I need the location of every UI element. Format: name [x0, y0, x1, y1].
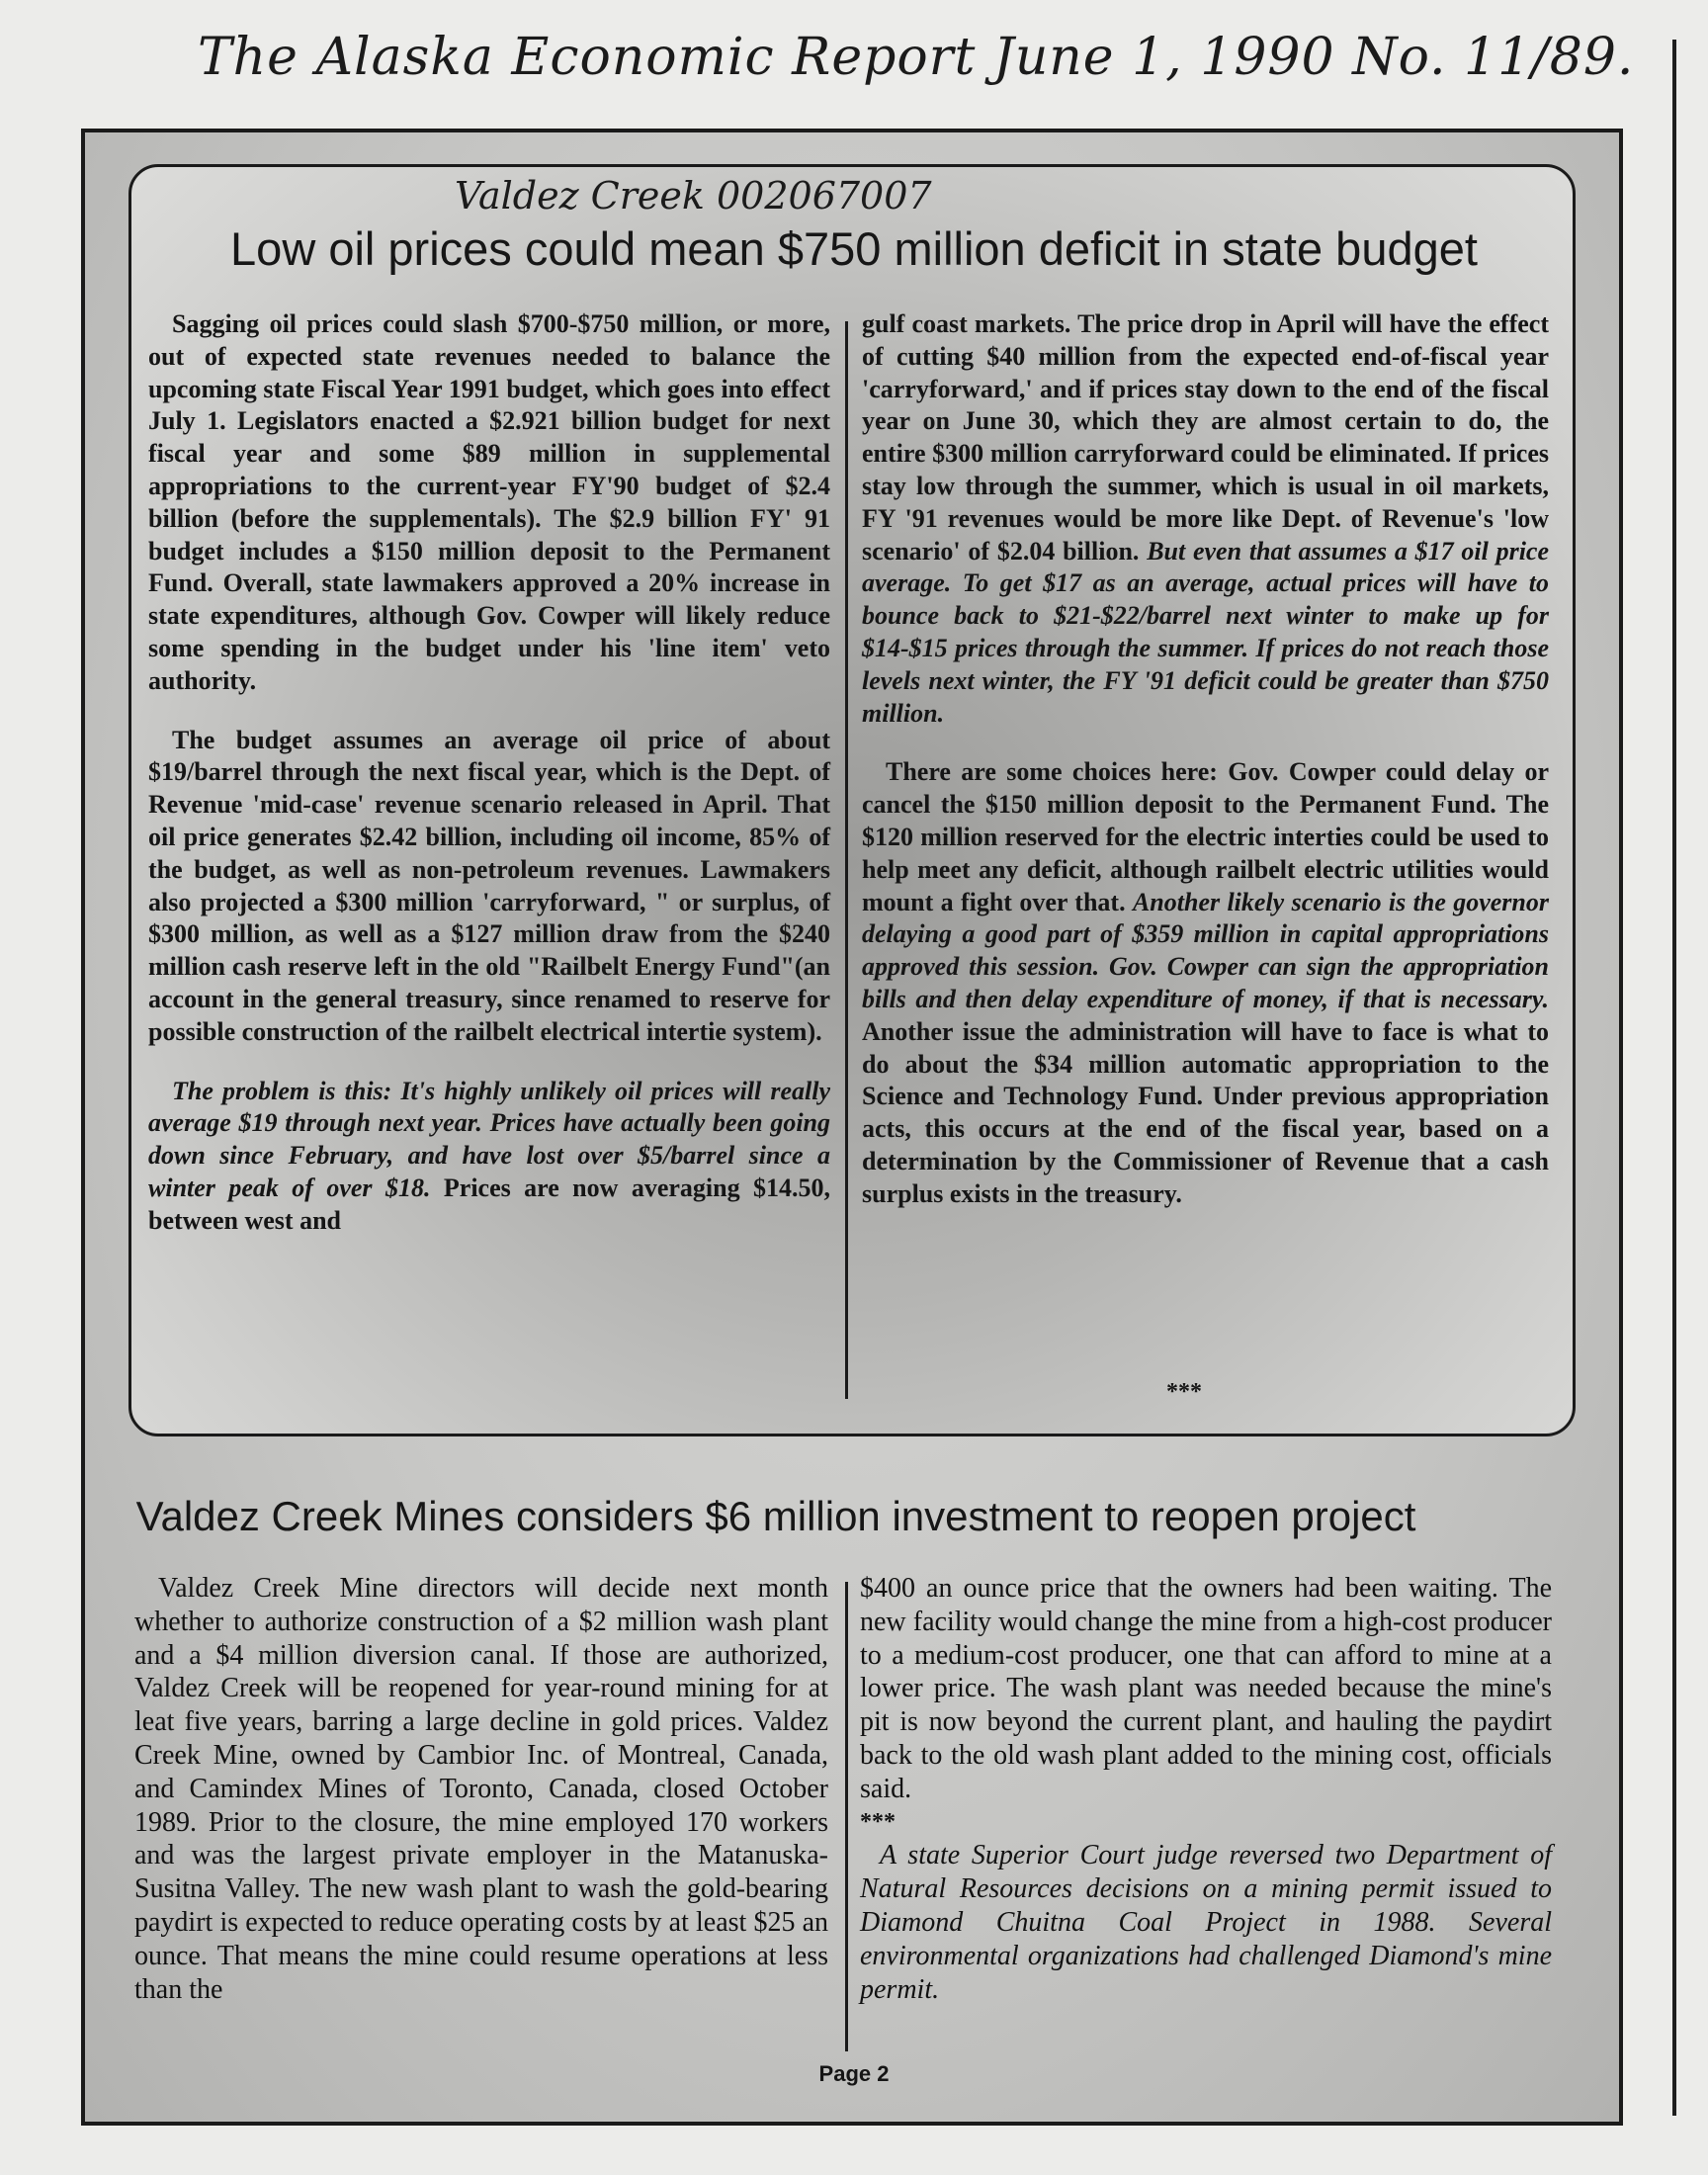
- article-1-text: gulf coast markets. The price drop in April will have the effect of cutting $40 million from the expected end-of-fiscal year 'carryforward,' and if prices stay down to the end of the fiscal year on June 30, which they are almost certain to do, the entire $300 million carryforward could be eliminated. If prices stay low through the summer, which is usual in oil markets, FY '91 revenues would be more like Dept. of Revenue's 'low scenario' of $2.04 billion.: [862, 309, 1549, 566]
- article-1-italic-text: The problem is this: It's highly unlikely oil prices will really average $19 through next year. Prices have actually been going down since February, and have lost over $5/barrel since a winter peak of over $18.: [148, 1076, 830, 1202]
- article-1-paragraph: The budget assumes an average oil price of about $19/barrel through the next fiscal year, which is the Dept. of Revenue 'mid-case' revenue scenario released in April. That oil price generates $2.42 billion, including oil income, 85% of the budget, as well as non-petroleum revenues. Lawmakers also projected a $300 million 'carryforward, " or surplus, of $300 million, as well as a $127 million draw from the $240 million cash reserve left in the old "Railbelt Energy Fund"(an account in the general treasury, since renamed to reserve for possible construction of the railbelt electrical intertie system).: [148, 725, 830, 1046]
- article-2-right-column: [860, 1572, 1552, 2006]
- page-number: Page 2: [818, 2061, 890, 2086]
- article-2-left-column: [134, 1572, 828, 2006]
- article-2-paragraph: $400 an ounce price that the owners had been waiting. The new facility would change the mine from a high-cost producer to a medium-cost producer, one that can afford to mine at a lower price. The wash plant was needed because the mine's pit is now beyond the current plant, and hauling the paydirt back to the old wash plant added to the mining cost, officials said.: [860, 1573, 1552, 1804]
- article-1-paragraph: Sagging oil prices could slash $700-$750 million, or more, out of expected state revenues needed to balance the upcoming state Fiscal Year 1991 budget, which goes into effect July 1. Legislators enacted a $2.921 billion budget for next fiscal year and some $89 million in supplemental appropriations to the current-year FY'90 budget of $2.4 billion (before the supplementals). The $2.9 billion FY' 91 budget includes a $150 million deposit to the Permanent Fund. Overall, state lawmakers approved a 20% increase in state expenditures, although Gov. Cowper will likely reduce some spending in the budget under his 'line item' veto authority.: [148, 309, 830, 695]
- article-1-paragraph: [862, 756, 1549, 1210]
- article-2-separator: ***: [860, 1808, 896, 1835]
- column-divider: [845, 321, 848, 1399]
- column-divider: [845, 1582, 848, 2051]
- article-1-italic-text: Another likely scenario is the governor delaying a good part of $359 million in capital appropriations approved this session. Gov. Cowper can sign the appropriation bills and then delay expenditure of money, if that is necessary.: [862, 887, 1550, 1013]
- article-1-text: Prices are now averaging $14.50, between west and: [148, 1173, 830, 1235]
- article-1-paragraph: [148, 1076, 830, 1238]
- article-1-right-column: [862, 308, 1549, 1238]
- article-1-headline: Low oil prices could mean $750 million deficit in state budget: [230, 222, 1478, 275]
- handwritten-header: The Alaska Economic Report June 1, 1990 No. 11/89.: [198, 28, 1635, 87]
- article-2-italic-paragraph: A state Superior Court judge reversed two Department of Natural Resources decisions on a mining permit issued to Diamond Chuitna Coal Project in 1988. Several environmental organizations had challenged Diamond's mine permit.: [860, 1840, 1552, 2005]
- article-1-end-mark: ***: [1166, 1379, 1202, 1405]
- scan-edge-line: [1672, 40, 1676, 2116]
- article-1-text: There are some choices here: Gov. Cowper could delay or cancel the $150 million deposit to the Permanent Fund. The $120 million reserved for the electric interties could be used to help meet any deficit, although railbelt electric utilities would mount a fight over that.: [862, 757, 1549, 916]
- article-1-italic-text: But even that assumes a $17 oil price average. To get $17 as an average, actual prices will have to bounce back to $21-$22/barrel next winter to make up for $14-$15 prices through the summer. If prices do not reach those levels next winter, the FY '91 deficit could be greater than $750 million.: [862, 536, 1549, 728]
- article-1-paragraph: [862, 308, 1549, 730]
- article-2-paragraph: Valdez Creek Mine directors will decide next month whether to authorize construction of a $2 million wash plant and a $4 million diversion canal. If those are authorized, Valdez Creek will be reopened for year-round mining for at leat five years, barring a large decline in gold prices. Valdez Creek Mine, owned by Cambior Inc. of Montreal, Canada, and Camindex Mines of Toronto, Canada, closed October 1989. Prior to the closure, the mine employed 170 workers and was the largest private employer in the Matanuska-Susitna Valley. The new wash plant to wash the gold-bearing paydirt is expected to reduce operating costs by at least $25 an ounce. That means the mine could resume operations at less than the: [134, 1573, 828, 2005]
- article-1-left-column: [148, 308, 830, 1264]
- article-1-text: Another issue the administration will have to face is what to do about the $34 million automatic appropriation to the Science and Technology Fund. Under previous appropriation acts, this occurs at the end of the fiscal year, based on a determination by the Commissioner of Revenue that a cash surplus exists in the treasury.: [862, 1016, 1549, 1208]
- handwritten-note: Valdez Creek 002067007: [455, 174, 932, 218]
- article-2-headline: Valdez Creek Mines considers $6 million investment to reopen project: [135, 1493, 1416, 1539]
